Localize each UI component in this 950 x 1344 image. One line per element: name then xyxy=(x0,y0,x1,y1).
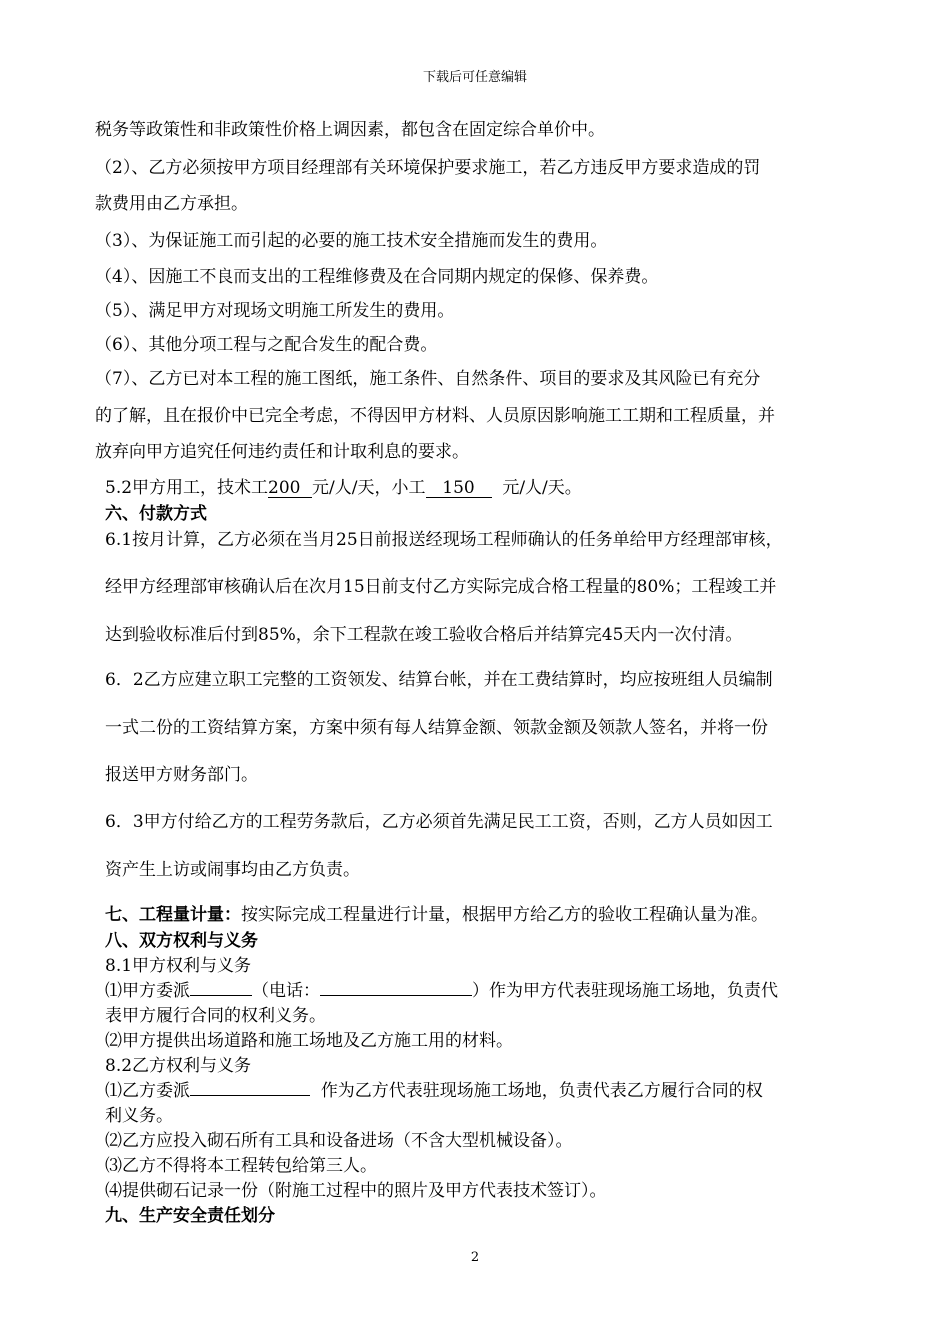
party-a-phone-blank xyxy=(320,976,472,996)
text-line: 税务等政策性和非政策性价格上调因素，都包含在固定综合单价中。 xyxy=(95,120,605,140)
section-heading-8: 八、双方权利与义务 xyxy=(105,931,258,951)
page-number: 2 xyxy=(470,1250,480,1265)
party-a-rep-line xyxy=(105,976,778,1001)
text-line: （5）、满足甲方对现场文明施工所发生的费用。 xyxy=(95,301,455,321)
party-a-phone-label: （电话： xyxy=(252,981,320,1001)
text-line: 6．3甲方付给乙方的工程劳务款后，乙方必须首先满足民工工资，否则，乙方人员如因工 xyxy=(105,812,773,832)
section-7-text: 按实际完成工程量进行计量，根据甲方给乙方的验收工程确认量为准。 xyxy=(241,905,768,925)
party-a-rep-blank xyxy=(190,976,252,996)
party-b-rep-label: ⑴乙方委派 xyxy=(105,1081,190,1101)
text-line: 6.1按月计算，乙方必须在当月25日前报送经现场工程师确认的任务单给甲方经理部审核， xyxy=(105,530,783,550)
text-line: 表甲方履行合同的权利义务。 xyxy=(105,1006,326,1026)
text-line: 一式二份的工资结算方案，方案中须有每人结算金额、领款金额及领款人签名，并将一份 xyxy=(105,718,768,738)
page-header: 下载后可任意编辑 xyxy=(422,70,527,85)
unskilled-rate-value: 150 xyxy=(426,478,492,498)
text-line: ⑷提供砌石记录一份（附施工过程中的照片及甲方代表技术签订）。 xyxy=(105,1181,607,1201)
text-line: 利义务。 xyxy=(105,1106,173,1126)
labor-rate-unit-2: 元/人/天。 xyxy=(502,478,582,498)
text-line: （7）、乙方已对本工程的施工图纸，施工条件、自然条件、项目的要求及其风险已有充分 xyxy=(95,369,761,389)
text-line: 报送甲方财务部门。 xyxy=(105,765,258,785)
skilled-rate-value: 200 xyxy=(268,478,312,498)
text-line: 的了解，且在报价中已完全考虑，不得因甲方材料、人员原因影响施工工期和工程质量，并 xyxy=(95,406,775,426)
labor-rate-unit: 元/人/天，小工 xyxy=(312,478,426,498)
subsection-8-2: 8.2乙方权利与义务 xyxy=(105,1056,252,1076)
text-line: 达到验收标准后付到85%，余下工程款在竣工验收合格后并结算完45天内一次付清。 xyxy=(105,625,743,645)
section-heading-6: 六、付款方式 xyxy=(105,504,207,524)
text-line: ⑵甲方提供出场道路和施工场地及乙方施工用的材料。 xyxy=(105,1031,513,1051)
labor-rate-line xyxy=(105,473,582,498)
text-line: ⑵乙方应投入砌石所有工具和设备进场（不含大型机械设备）。 xyxy=(105,1131,573,1151)
text-line: （3）、为保证施工而引起的必要的施工技术安全措施而发生的费用。 xyxy=(95,231,608,251)
section-7-line xyxy=(105,900,768,925)
text-line: 资产生上访或闹事均由乙方负责。 xyxy=(105,860,360,880)
text-line: （6）、其他分项工程与之配合发生的配合费。 xyxy=(95,335,438,355)
text-line: 6．2乙方应建立职工完整的工资领发、结算台帐，并在工费结算时，均应按班组人员编制 xyxy=(105,670,773,690)
text-line: 放弃向甲方追究任何违约责任和计取利息的要求。 xyxy=(95,442,469,462)
party-a-rep-text: ）作为甲方代表驻现场施工场地，负责代 xyxy=(472,981,778,1001)
party-b-rep-line xyxy=(105,1076,763,1101)
party-a-rep-label: ⑴甲方委派 xyxy=(105,981,190,1001)
text-line: （4）、因施工不良而支出的工程维修费及在合同期内规定的保修、保养费。 xyxy=(95,267,659,287)
section-heading-9: 九、生产安全责任划分 xyxy=(105,1206,275,1226)
section-heading-7: 七、工程量计量： xyxy=(105,905,241,925)
text-line: 款费用由乙方承担。 xyxy=(95,194,248,214)
text-line: （2）、乙方必须按甲方项目经理部有关环境保护要求施工，若乙方违反甲方要求造成的罚 xyxy=(95,158,761,178)
labor-rate-label: 5.2甲方用工，技术工 xyxy=(105,478,269,498)
party-b-rep-text: 作为乙方代表驻现场施工场地，负责代表乙方履行合同的权 xyxy=(320,1081,763,1101)
party-b-rep-blank xyxy=(190,1076,310,1096)
text-line: 经甲方经理部审核确认后在次月15日前支付乙方实际完成合格工程量的80%；工程竣工并 xyxy=(105,577,777,597)
text-line: ⑶乙方不得将本工程转包给第三人。 xyxy=(105,1156,377,1176)
subsection-8-1: 8.1甲方权利与义务 xyxy=(105,956,252,976)
